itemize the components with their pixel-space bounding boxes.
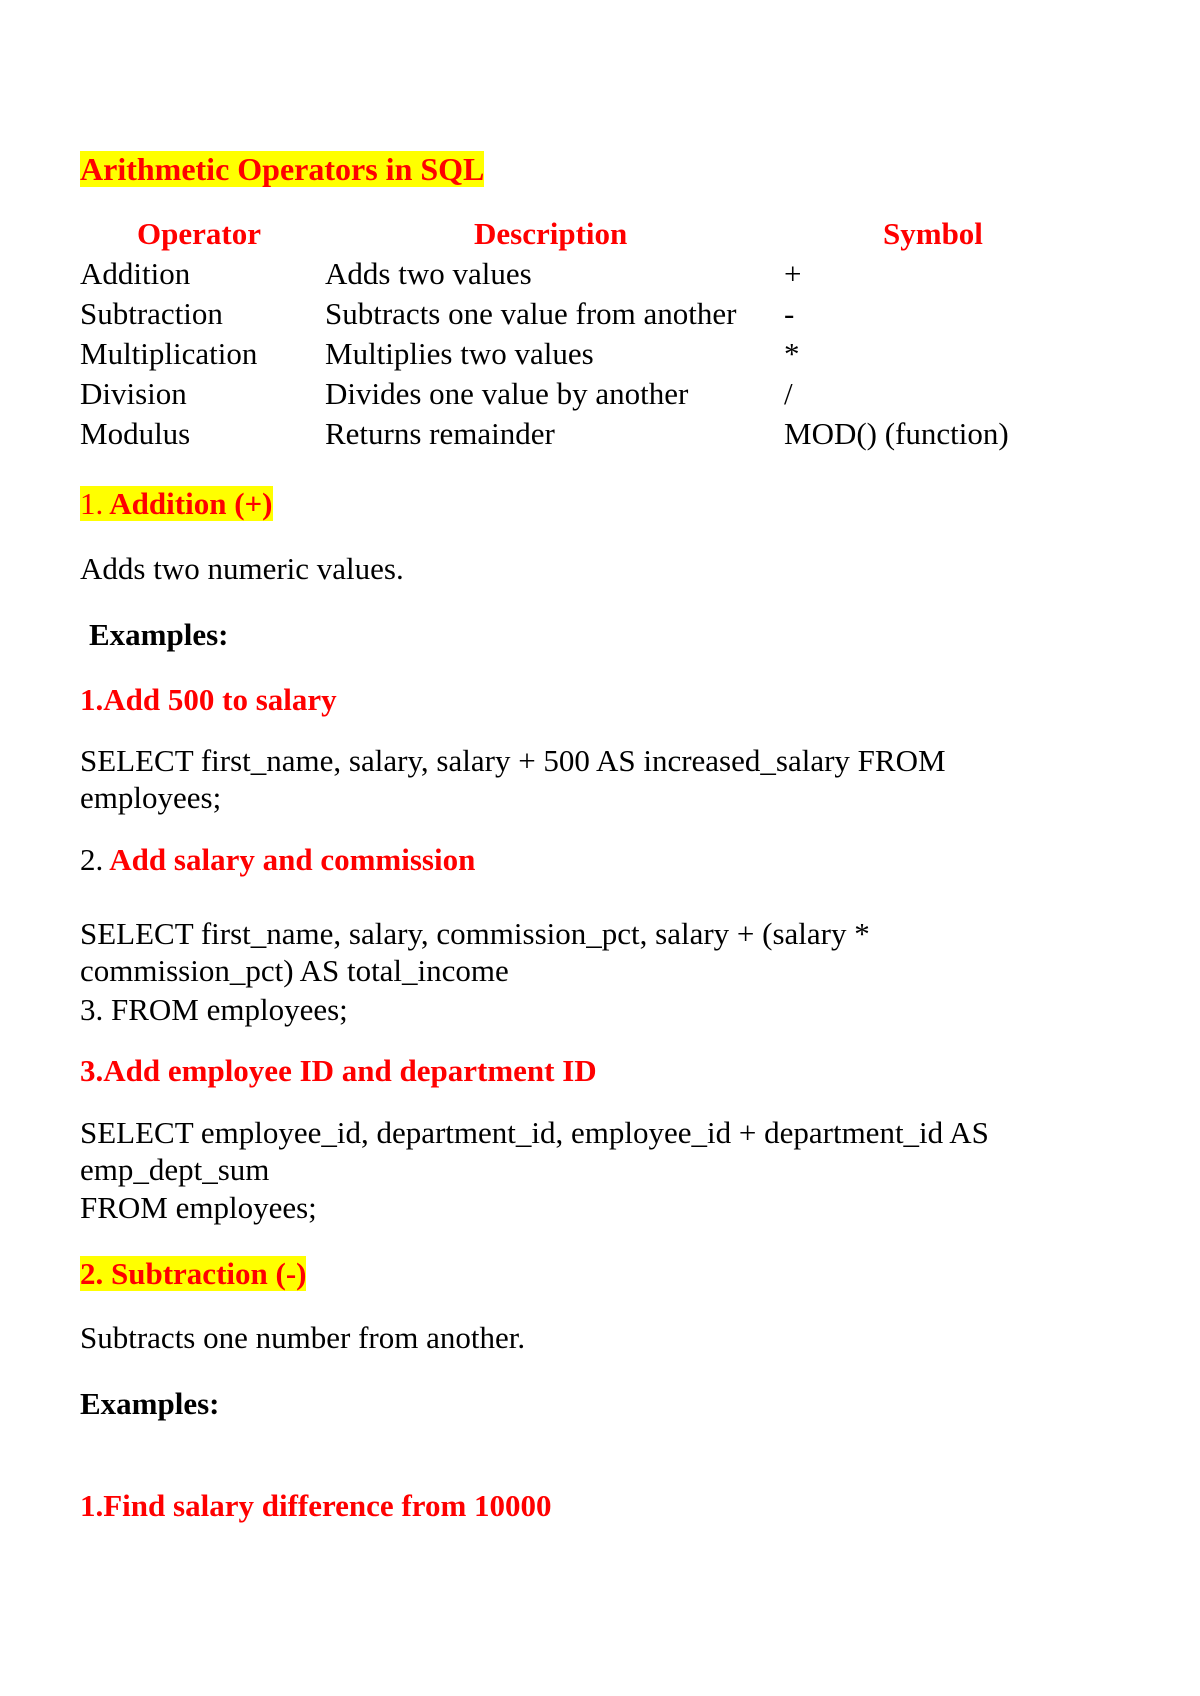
table-cell-symbol: * <box>784 336 800 371</box>
example-heading: 1.Add 500 to salary <box>80 682 337 717</box>
section-description: Adds two numeric values. <box>80 551 404 586</box>
section-number: 1. <box>80 486 104 521</box>
table-cell-description: Subtracts one value from another <box>325 296 737 331</box>
examples-label: Examples: <box>80 1386 220 1421</box>
code-line: FROM employees; <box>80 1190 317 1225</box>
example-heading: 1.Find salary difference from 10000 <box>80 1488 552 1523</box>
table-cell-operator: Addition <box>80 256 191 291</box>
table-cell-symbol: / <box>784 376 793 411</box>
table-cell-description: Adds two values <box>325 256 532 291</box>
section-heading-subtraction: 2. Subtraction (-) <box>80 1256 307 1291</box>
code-line: SELECT first_name, salary, salary + 500 AS increased_salary FROM <box>80 743 946 778</box>
example-number: 2. <box>80 842 104 877</box>
example-title: Add salary and commission <box>103 842 476 877</box>
table-cell-symbol: + <box>784 256 802 291</box>
table-cell-description: Multiplies two values <box>325 336 594 371</box>
example-heading <box>80 844 475 875</box>
table-header-operator: Operator <box>137 216 261 251</box>
section-description: Subtracts one number from another. <box>80 1320 526 1355</box>
table-cell-operator: Subtraction <box>80 296 223 331</box>
example-heading: 3.Add employee ID and department ID <box>80 1053 597 1088</box>
examples-label: Examples: <box>89 617 229 652</box>
table-cell-description: Returns remainder <box>325 416 555 451</box>
code-line: SELECT employee_id, department_id, employee_id + department_id AS <box>80 1115 989 1150</box>
document-title: Arithmetic Operators in SQL <box>80 151 485 187</box>
table-cell-operator: Division <box>80 376 187 411</box>
table-cell-description: Divides one value by another <box>325 376 689 411</box>
code-line: employees; <box>80 780 222 815</box>
table-cell-symbol: - <box>784 296 795 331</box>
code-line: 3. FROM employees; <box>80 992 348 1027</box>
table-header-symbol: Symbol <box>883 216 983 251</box>
section-title: Addition (+) <box>103 486 273 521</box>
table-cell-symbol: MOD() (function) <box>784 416 1009 451</box>
table-cell-operator: Modulus <box>80 416 191 451</box>
code-line: SELECT first_name, salary, commission_pct, salary + (salary * <box>80 916 870 951</box>
table-header-description: Description <box>474 216 628 251</box>
table-cell-operator: Multiplication <box>80 336 258 371</box>
code-line: commission_pct) AS total_income <box>80 953 509 988</box>
code-line: emp_dept_sum <box>80 1152 270 1187</box>
section-heading-addition <box>80 486 273 521</box>
